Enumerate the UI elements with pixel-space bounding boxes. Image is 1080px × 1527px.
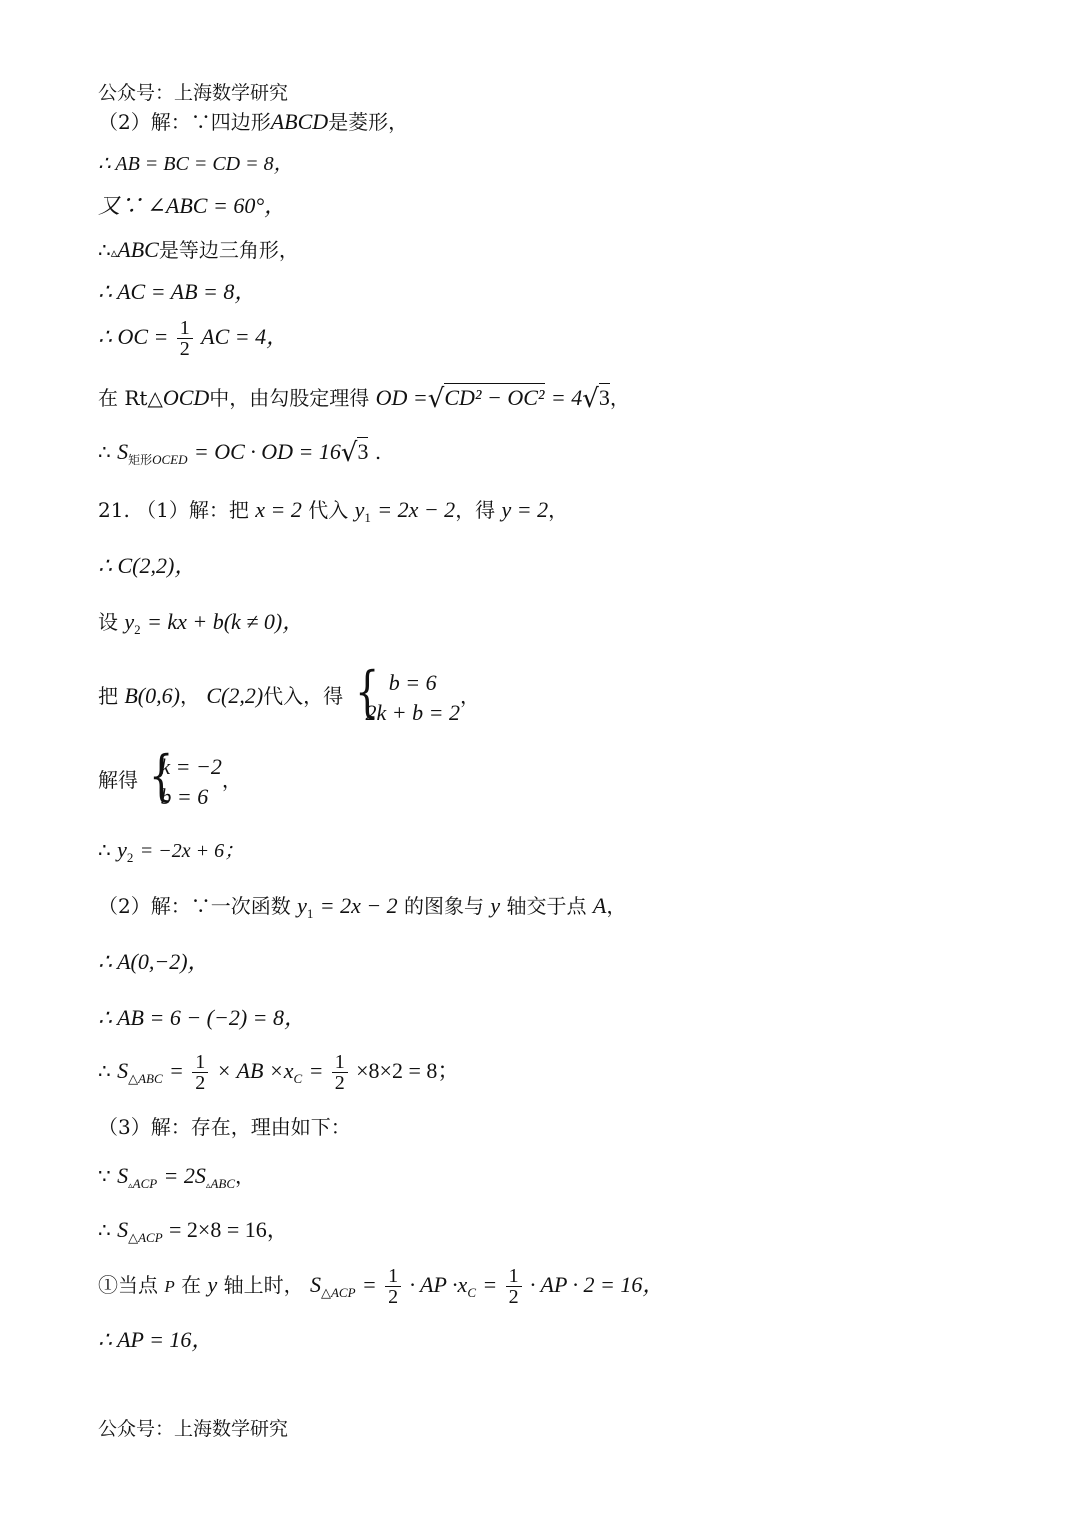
- sqrt-icon: √: [582, 384, 599, 414]
- page-footer: 公众号：上海数学研究: [98, 1418, 289, 1440]
- brace-icon: {: [149, 743, 174, 807]
- triangle-icon: ▵: [205, 1181, 211, 1191]
- line-10: ∴ C(2,2)，: [98, 553, 197, 578]
- triangle-icon: ▵: [110, 246, 118, 261]
- line-17: ∴ AB = 6 − (−2) = 8，: [98, 1005, 307, 1030]
- line-22: ①当点 P 在 y 轴上时， $S_{\triangle ACP}$ = $\frac{1}{2}$ · AP $\cdot x_C$ = $\frac{1}{2}$ · AP · 2 = 16，: [98, 1265, 665, 1308]
- line-18: ∴ $S_{\triangle ABC}$ = $\frac{1}{2}$ × AB $\times x_C$ = $\frac{1}{2}$ ×8×2 = 8；: [98, 1051, 460, 1094]
- fraction-half: $\frac{1}{2}$: [506, 1266, 522, 1307]
- line-12: 把 B(0,6)， C(2,2)代入，得 { b = 6 2k + b = 2 ，: [98, 666, 480, 728]
- line-7: 在 Rt△OCD中，由勾股定理得 OD =√CD² − OC² = 4√3，: [98, 384, 630, 414]
- equation-system-2: { k = −2 b = 6: [149, 743, 222, 809]
- line-15: （2）解：∵一次函数 $y_1 = 2x - 2$ 的图象与 y 轴交于点 A，: [98, 893, 627, 921]
- line-8: ∴ $S_{矩形OCED}$ = OC · OD = 16√3 .: [98, 438, 382, 468]
- fraction-half: $\frac{1}{2}$: [192, 1052, 208, 1093]
- line-11: 设 $y_2$ = kx + b(k ≠ 0)，: [98, 609, 305, 637]
- line-14: ∴ $y_2 = -2x + 6$；: [98, 837, 245, 865]
- line-16: ∴ A(0,−2)，: [98, 949, 210, 974]
- line-1: （2）解：∵四边形ABCD是菱形，: [98, 109, 409, 134]
- line-5: ∴ AC = AB = 8，: [98, 279, 257, 304]
- sqrt-icon: √: [340, 438, 358, 468]
- brace-icon: {: [354, 659, 379, 723]
- fraction-half: $\frac{1}{2}$: [385, 1266, 401, 1307]
- line-13: 解得 { k = −2 b = 6 ，: [98, 750, 242, 812]
- line-19: （3）解：存在，理由如下：: [98, 1115, 351, 1139]
- triangle-icon: ▵: [128, 1181, 133, 1191]
- fraction-half: $\frac{1}{2}$: [177, 318, 193, 359]
- line-9: 21. （1）解：把 x = 2 代入 $y_1 = 2x - 2$，得 y = 2，: [98, 497, 569, 525]
- line-2: ∴ AB = BC = CD = 8，: [98, 153, 294, 175]
- line-21: ∴ $S_{\triangle ACP} = 2\times 8 = 16$，: [98, 1217, 289, 1245]
- fraction-half: $\frac{1}{2}$: [332, 1052, 348, 1093]
- page-header: 公众号：上海数学研究: [98, 82, 289, 104]
- line-20: ∵ $S_{▵ACP} = 2S_{▵ABC}$，: [98, 1163, 255, 1191]
- line-3: 又∵ ∠ABC = 60°，: [98, 193, 287, 218]
- sqrt-icon: √: [427, 384, 445, 414]
- equation-system-1: { b = 6 2k + b = 2: [354, 659, 460, 725]
- line-4: ∴▵ABC是等边三角形，: [98, 237, 299, 262]
- line-6: ∴ OC = $\frac{1}{2}$ AC = 4，: [98, 317, 289, 360]
- line-23: ∴ AP = 16，: [98, 1327, 214, 1352]
